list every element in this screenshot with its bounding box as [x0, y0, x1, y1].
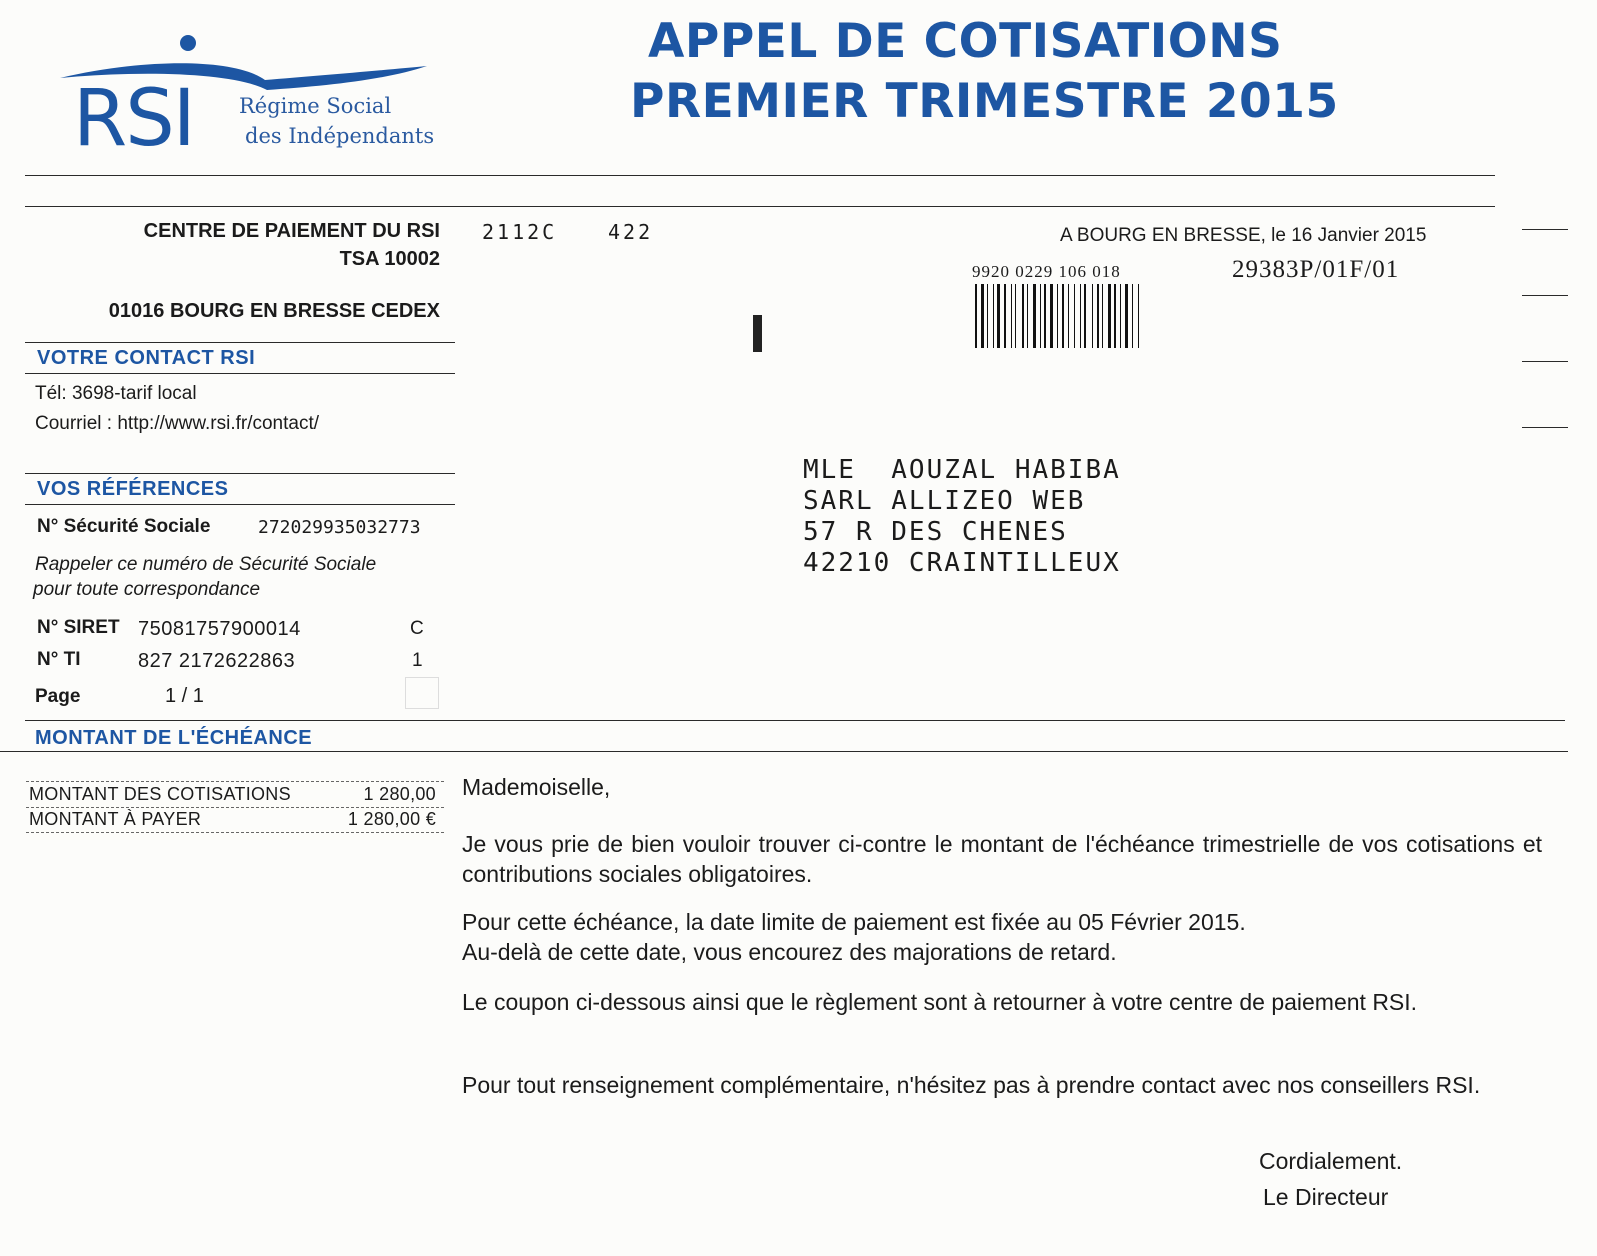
- amount-label: MONTANT DES COTISATIONS: [29, 784, 291, 804]
- contact-divider-bottom: [25, 373, 455, 374]
- letter-closing: Cordialement.: [1259, 1148, 1403, 1174]
- amount-label: MONTANT À PAYER: [29, 809, 202, 829]
- amount-heading: MONTANT DE L'ÉCHÉANCE: [35, 727, 313, 749]
- fold-mark: [1522, 295, 1568, 296]
- amount-divider-top: [25, 720, 1565, 721]
- siret-suffix: C: [410, 618, 424, 639]
- letter-salutation: Mademoiselle,: [462, 774, 611, 800]
- recipient-line3: 57 R DES CHENES: [803, 517, 1068, 547]
- contact-tel: Tél: 3698-tarif local: [35, 383, 197, 404]
- logo-line2: des Indépendants: [245, 124, 435, 148]
- fold-mark: [1522, 427, 1568, 428]
- ss-note-line1: Rappeler ce numéro de Sécurité Sociale: [35, 554, 377, 575]
- barcode-reference: 29383P/01F/01: [1232, 256, 1400, 283]
- letter-paragraph-2b: Au-delà de cette date, vous encourez des majorations de retard.: [462, 939, 1117, 965]
- contact-heading: VOTRE CONTACT RSI: [37, 347, 256, 369]
- contact-email: Courriel : http://www.rsi.fr/contact/: [35, 413, 320, 434]
- header-divider-top: [25, 175, 1495, 176]
- ti-value: 827 2172622863: [138, 650, 296, 672]
- amount-value: 1 280,00: [363, 784, 436, 804]
- code-1: 2112C: [482, 220, 558, 244]
- recipient-line2: SARL ALLIZEO WEB: [803, 486, 1086, 516]
- barcode-number: 9920 0229 106 018: [972, 262, 1121, 281]
- references-divider-top: [25, 473, 455, 474]
- recipient-line4: 42210 CRAINTILLEUX: [803, 548, 1121, 578]
- letter-paragraph-3: Le coupon ci-dessous ainsi que le règlement sont à retourner à votre centre de paiement RSI.: [462, 989, 1418, 1015]
- sender-line3: 01016 BOURG EN BRESSE CEDEX: [108, 300, 440, 322]
- letter-paragraph-4: Pour tout renseignement complémentaire, n'hésitez pas à prendre contact avec nos conseillers RSI.: [462, 1072, 1481, 1098]
- fold-mark: [1522, 229, 1568, 230]
- logo-line1: Régime Social: [239, 94, 392, 118]
- letter-signature: Le Directeur: [1263, 1184, 1389, 1210]
- siret-label: N° SIRET: [37, 617, 120, 638]
- ss-value: 272029935032773: [258, 517, 421, 538]
- amount-row-cotisations: [26, 781, 444, 808]
- rsi-logo: [55, 28, 445, 168]
- contact-divider-top: [25, 342, 455, 343]
- logo-acronym: RSI: [73, 74, 194, 164]
- ti-label: N° TI: [37, 649, 81, 670]
- place-date: A BOURG EN BRESSE, le 16 Janvier 2015: [1060, 225, 1427, 246]
- amount-value: 1 280,00 €: [347, 809, 436, 829]
- sender-line2: TSA 10002: [339, 248, 440, 270]
- recipient-line1: MLE AOUZAL HABIBA: [803, 455, 1121, 485]
- page-value: 1 / 1: [165, 685, 204, 707]
- siret-value: 75081757900014: [138, 618, 301, 640]
- fold-mark: [1522, 361, 1568, 362]
- page-box: [405, 677, 439, 709]
- amount-divider-bottom: [0, 751, 1568, 752]
- barcode-icon: [975, 284, 1230, 348]
- sender-line1: CENTRE DE PAIEMENT DU RSI: [143, 220, 440, 242]
- letter-paragraph-1: Je vous prie de bien vouloir trouver ci-contre le montant de l'échéance trimestrielle de vos cotisations et contributions sociales obligatoires.: [462, 831, 1542, 887]
- letter-paragraph-2a: Pour cette échéance, la date limite de paiement est fixée au 05 Février 2015.: [462, 909, 1246, 935]
- page-label: Page: [35, 686, 81, 707]
- registration-mark: [753, 315, 762, 352]
- document-title-line2: PREMIER TRIMESTRE 2015: [630, 74, 1339, 129]
- document-title-line1: APPEL DE COTISATIONS: [648, 14, 1283, 69]
- ss-note-line2: pour toute correspondance: [33, 579, 261, 600]
- ti-suffix: 1: [412, 650, 423, 671]
- ss-label: N° Sécurité Sociale: [37, 516, 211, 537]
- code-2: 422: [608, 220, 654, 244]
- header-divider-bottom: [25, 206, 1495, 207]
- amount-row-payer: [26, 807, 444, 833]
- references-divider-bottom: [25, 504, 455, 505]
- references-heading: VOS RÉFÉRENCES: [37, 478, 229, 500]
